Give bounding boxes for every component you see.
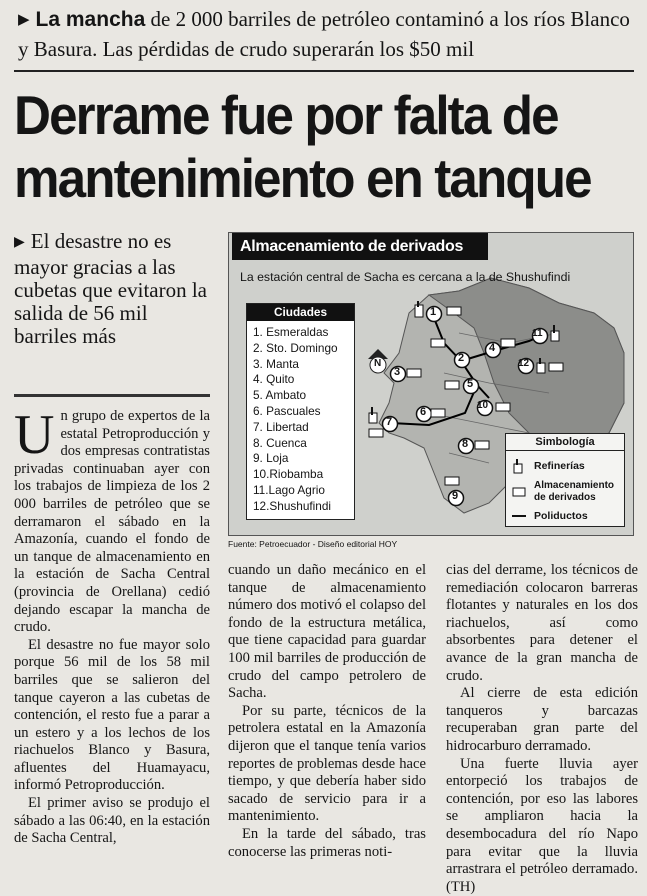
map-legend (505, 433, 625, 527)
storage-icon (429, 337, 449, 349)
paragraph: El desastre no fue mayor solo porque 56 mil de los 58 mil barriles que se salieron del tanque cayeron a las cubetas de contención, el resto fue a parar a un estero y a los lechos de los riachuelos Blanco y Basura, afluentes del Huamayacu, informó Petroproducción. (14, 636, 210, 794)
map-marker: 2 (453, 351, 471, 374)
subhead (14, 230, 214, 348)
storage-icon (443, 379, 463, 391)
headline-line-1: Derrame fue por falta de (14, 84, 558, 146)
refinery-icon (547, 323, 569, 345)
map-marker: 1 (425, 305, 443, 328)
map-marker: 10 (476, 399, 494, 422)
cities-title: Ciudades (247, 304, 354, 321)
city-item: 11.Lago Agrio (253, 482, 325, 497)
paragraph: El primer aviso se produjo el sábado a las 06:40, en la estación de Sacha Central, (14, 795, 210, 847)
paragraph: Al cierre de esta edición tanqueros y barcazas recuperaban gran parte del hidrocarburo derramado. (446, 685, 638, 754)
map-marker: 12 (517, 357, 535, 380)
legend-title: Simbología (506, 434, 624, 451)
map-subtitle: La estación central de Sacha es cercana a la de Shushufindi (240, 270, 571, 284)
north-arrow-icon (367, 349, 389, 375)
cities-list (246, 303, 355, 520)
legend-refinery: Refinerías (512, 458, 585, 474)
storage-icon (443, 475, 463, 487)
headline-line-2: mantenimiento en tanque (14, 147, 591, 209)
column-separator-rule (14, 394, 210, 397)
refinery-icon (367, 405, 385, 445)
paragraph: Un grupo de expertos de la estatal Petroproducción y dos empresas contratistas privadas continuaban ayer con los trabajos de limpieza de los 2 000 barriles de petróleo que se derramaron el sábado en la Amazonía, cuando el fondo de un tanque de almacenamiento en la estación de Sacha Central (provincia de Orellana) cedió dejando escapar la mancha de crudo. (14, 404, 210, 636)
map-marker: 11 (531, 327, 549, 350)
paragraph: Una fuerte lluvia ayer entorpeció los trabajos de contención, por eso las labores se ampliaron hacia la desembocadura del río Napo para evitar que la lluvia arrastrara el petróleo derramado. (TH) (446, 755, 638, 895)
lead-bold: La mancha (35, 8, 146, 31)
storage-icon (405, 367, 425, 379)
paragraph: En la tarde del sábado, tras conocerse las primeras noti- (228, 825, 426, 860)
city-item: 10.Riobamba (253, 467, 324, 482)
map-marker: 5 (462, 377, 480, 400)
city-item: 8. Cuenca (253, 435, 307, 450)
legend-pipeline: Poliductos (512, 510, 588, 522)
city-item: 12.Shushufindi (253, 498, 332, 513)
storage-icon (494, 401, 514, 413)
map-marker: 7 (381, 415, 399, 438)
refinery-icon (413, 299, 463, 319)
paragraph: cias del derrame, los técnicos de remediación colocaron barreras flotantes y naturales en los dos riachuelos, así como absorbentes para detener el avance de la gran mancha de crudo. (446, 562, 638, 684)
city-item: 1. Esmeraldas (253, 325, 329, 339)
paragraph: cuando un daño mecánico en el tanque de almacenamiento número dos motivó el colapso del fondo de la estructura metálica, que tiene capacidad para guardar 100 mil barriles de producción de crudo del campo petrolero de Sacha. (228, 562, 426, 702)
article-column-2 (228, 562, 426, 861)
lead-text: de 2 000 barriles de petróleo contaminó a los ríos Blanco y Basura. Las pérdidas de crudo superarán los $50 mil (18, 7, 630, 61)
paragraph: Por su parte, técnicos de la petrolera estatal en la Amazonía dijeron que el tanque tenía varios reportes de problemas desde hace tiempo, y que debería haber sido sacado de servicio para ir a mantenimiento. (228, 702, 426, 825)
city-item: 3. Manta (253, 356, 299, 371)
refinery-icon (535, 357, 575, 377)
pipeline-icon (512, 514, 526, 518)
city-item: 7. Libertad (253, 419, 309, 434)
map-source: Fuente: Petroecuador - Diseño editorial HOY (228, 539, 398, 549)
bullet-triangle-icon: ▶ (14, 235, 25, 250)
north-label: N (374, 358, 382, 369)
article-column-1 (14, 404, 210, 848)
storage-icon (499, 337, 519, 349)
map-marker: 6 (415, 405, 433, 428)
storage-icon (429, 407, 449, 419)
headline (14, 84, 595, 210)
subhead-text: El desastre no es mayor gracias a las cubetas que evitaron la salida de 56 mil barriles más (14, 229, 207, 348)
storage-icon (473, 439, 493, 451)
map-marker: 8 (457, 437, 475, 460)
map-title: Almacenamiento de derivados (232, 233, 488, 260)
drop-cap: U (14, 404, 55, 466)
bullet-triangle-icon: ▶ (18, 12, 30, 28)
storage-icon (512, 487, 526, 497)
city-item: 5. Ambato (253, 388, 307, 403)
refinery-icon (512, 458, 526, 474)
city-item: 4. Quito (253, 372, 295, 387)
map-marker: 9 (447, 489, 465, 512)
lead-summary (18, 6, 633, 63)
map-marker: 4 (484, 341, 502, 364)
city-item: 6. Pascuales (253, 403, 321, 418)
city-item: 9. Loja (253, 451, 289, 466)
map-marker: 3 (389, 365, 407, 388)
city-item: 2. Sto. Domingo (253, 340, 338, 355)
top-rule (14, 70, 634, 72)
legend-storage: Almacenamiento de derivados (512, 480, 620, 504)
article-column-3 (446, 562, 638, 896)
